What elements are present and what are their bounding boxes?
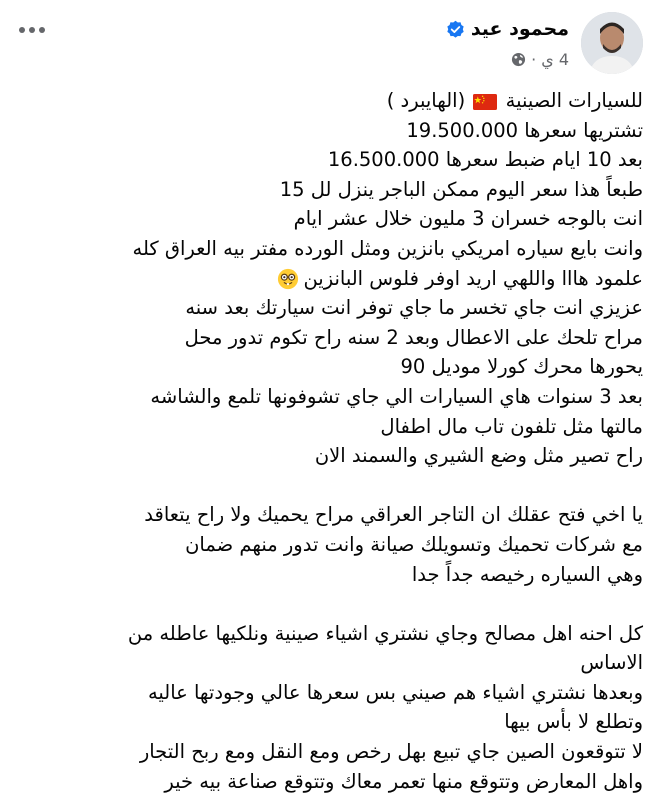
post-line: عزيزي انت جاي تخسر ما جاي توفر انت سيارتك بعد سنه <box>185 296 643 320</box>
post-line: مع شركات تحميك وتسويلك صيانة وانت تدور منهم ضمان <box>185 532 643 556</box>
more-options-icon <box>19 27 25 33</box>
post-line: تشتريها سعرها 19.500.000 <box>406 118 643 142</box>
post-line: وانت بايع سياره امريكي بانزين ومثل الورده مفتر بيه العراق كله <box>132 236 643 260</box>
post-line: يحورها محرك كورلا موديل 90 <box>400 355 643 379</box>
post-line: للسيارات الصينية (الهايبرد ) <box>386 89 643 112</box>
author-name[interactable]: محمود عيد <box>470 18 569 40</box>
post-line: بعد 10 ايام ضبط سعرها 16.500.000 <box>327 148 643 172</box>
post-line: بعد 3 سنوات هاي السيارات الي جاي تشوفونها تلمع والشاشه <box>150 384 643 408</box>
post-line: انت بالوجه خسران 3 مليون خلال عشر ايام <box>293 207 643 231</box>
avatar-photo-icon <box>581 12 643 74</box>
post-line: راح تصير مثل وضع الشيري والسمند الان <box>314 444 643 468</box>
post-blank-line <box>10 471 643 501</box>
more-options-icon <box>39 27 45 33</box>
post-line: وتطلع لا بأس بيها <box>504 710 643 734</box>
post-line: علمود هااا واللهي اريد اوفر فلوس البانزين <box>10 264 643 294</box>
post-line: يا اخي فتح عقلك ان التاجر العراقي مراح يحميك ولا راح يتعاقد <box>144 503 643 527</box>
avatar[interactable] <box>581 12 643 74</box>
more-options-icon <box>29 27 35 33</box>
post-header <box>0 0 655 86</box>
post-time[interactable]: 4 ي <box>541 50 569 69</box>
post-line: كل احنه اهل مصالح وجاي نشتري اشياء صينية ونلكيها عاطله من <box>127 621 643 645</box>
post-line: واهل المعارض وتتوقع منها تعمر معاك وتتوقع صناعة بيه خير <box>164 769 643 793</box>
post-blank-line <box>10 589 643 619</box>
verified-badge-icon <box>446 20 465 39</box>
post-line: وهي السياره رخيصه جداً جدا <box>411 562 643 586</box>
post-line: مالتها مثل تلفون تاب مال اطفال <box>380 414 643 438</box>
china-flag-icon <box>473 94 497 110</box>
post-line: الاساس <box>580 651 643 675</box>
more-options-button[interactable] <box>12 18 52 42</box>
author-row <box>446 18 569 40</box>
meta-separator: · <box>531 50 537 69</box>
post-meta <box>511 50 569 69</box>
post-body <box>0 86 655 796</box>
globe-icon[interactable] <box>511 52 526 67</box>
post-line: طبعاً هذا سعر اليوم ممكن الباجر ينزل لل 15 <box>279 177 643 201</box>
post-line: لا تتوقعون الصين جاي تبيع بهل رخص ومع النقل ومع ربح التجار <box>139 740 643 764</box>
nerd-face-emoji-icon <box>277 268 299 290</box>
post-line: مراح تلحك على الاعطال وبعد 2 سنه راح تكوم تدور محل <box>184 325 643 349</box>
post-line: وبعدها نشتري اشياء هم صيني بس سعرها عالي وجودتها عاليه <box>147 680 643 704</box>
